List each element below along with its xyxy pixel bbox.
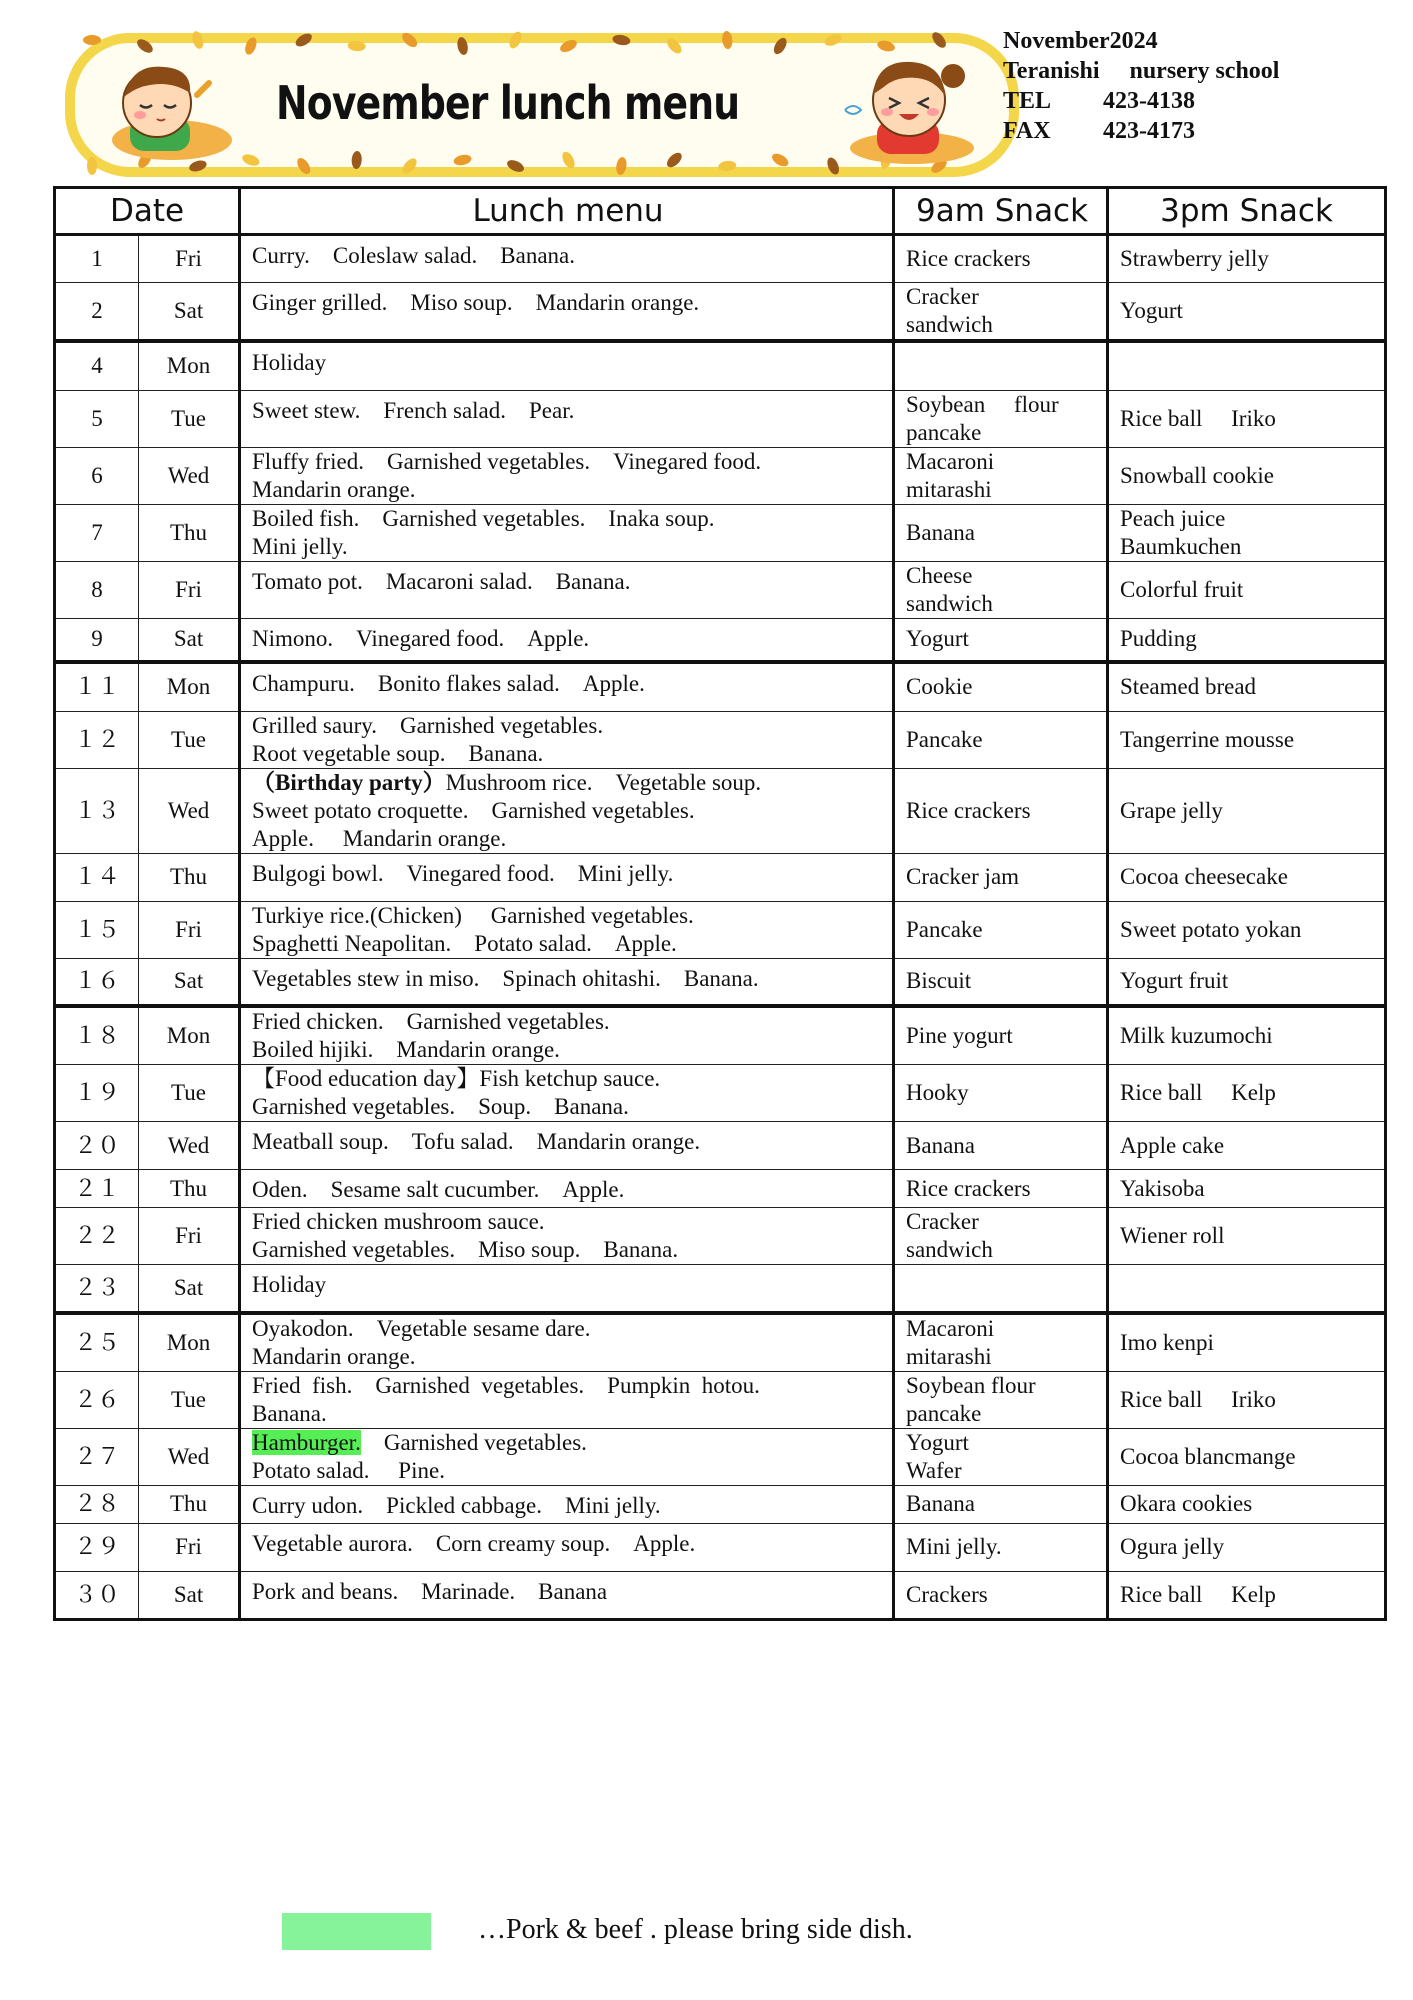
- day-number: ２７: [55, 1428, 139, 1485]
- snack-9am-cell: Banana: [894, 1122, 1108, 1170]
- weekday: Wed: [139, 447, 240, 504]
- lunch-column-header: Lunch menu: [240, 188, 894, 235]
- snack-9am-cell: Rice crackers: [894, 235, 1108, 283]
- lunch-menu-cell: [240, 901, 894, 958]
- snack-3pm-cell: Ogura jelly: [1108, 1523, 1386, 1571]
- school-name: Teranishi nursery school: [1003, 58, 1280, 84]
- table-row: [55, 853, 1386, 901]
- snack-9am-cell: Pancake: [894, 901, 1108, 958]
- lunch-text: Oyakodon. Vegetable sesame dare. Mandarin orange.: [252, 1315, 591, 1369]
- snack-9am-cell: Crackers: [894, 1571, 1108, 1619]
- table-row: [55, 958, 1386, 1006]
- snack-3pm-cell: Milk kuzumochi: [1108, 1006, 1386, 1065]
- tel-number: 423-4138: [1103, 88, 1195, 114]
- snack-9am-cell: Mini jelly.: [894, 1523, 1108, 1571]
- weekday: Fri: [139, 561, 240, 618]
- table-row: [55, 390, 1386, 447]
- table-row: [55, 1170, 1386, 1208]
- snack-3pm-cell: Rice ball Iriko: [1108, 390, 1386, 447]
- lunch-text: Meatball soup. Tofu salad. Mandarin orange.: [252, 1129, 701, 1154]
- snack-9am-cell: Yogurt Wafer: [894, 1428, 1108, 1485]
- lunch-menu-cell: [240, 1313, 894, 1372]
- day-number: １４: [55, 853, 139, 901]
- lunch-menu-cell: [240, 283, 894, 342]
- lunch-menu-cell: [240, 768, 894, 853]
- snack-9am-cell: [894, 341, 1108, 390]
- day-number: １９: [55, 1065, 139, 1122]
- table-row: [55, 561, 1386, 618]
- weekday: Thu: [139, 853, 240, 901]
- snack-3pm-cell: Strawberry jelly: [1108, 235, 1386, 283]
- lunch-text: Vegetable aurora. Corn creamy soup. Apple.: [252, 1530, 696, 1556]
- lunch-text: Mushroom rice. Vegetable soup. Sweet potato croquette. Garnished vegetables. Apple. Mandarin orange.: [252, 769, 762, 851]
- leaf-decoration: [83, 35, 101, 45]
- table-row: [55, 1313, 1386, 1372]
- snack-9am-cell: Hooky: [894, 1065, 1108, 1122]
- snack-9am-cell: Pancake: [894, 711, 1108, 768]
- snack-9am-column-header: 9am Snack: [894, 188, 1108, 235]
- snack-3pm-cell: Imo kenpi: [1108, 1313, 1386, 1372]
- snack-3pm-cell: Peach juice Baumkuchen: [1108, 504, 1386, 561]
- day-number: ２９: [55, 1523, 139, 1571]
- snack-3pm-cell: Rice ball Kelp: [1108, 1065, 1386, 1122]
- lunch-text: Curry. Coleslaw salad. Banana.: [252, 243, 576, 268]
- lunch-text: Vegetables stew in miso. Spinach ohitashi. Banana.: [252, 965, 759, 991]
- school-info: [1003, 26, 1279, 146]
- snack-9am-cell: Cheese sandwich: [894, 561, 1108, 618]
- day-number: ２２: [55, 1208, 139, 1265]
- day-number: 6: [55, 447, 139, 504]
- weekday: Sat: [139, 1571, 240, 1619]
- tel-label: TEL: [1003, 88, 1052, 114]
- lunch-text: Turkiye rice.(Chicken) Garnished vegetables. Spaghetti Neapolitan. Potato salad. Apple.: [252, 902, 694, 956]
- lunch-menu-cell: [240, 1523, 894, 1571]
- lunch-menu-cell: [240, 662, 894, 711]
- lunch-menu-cell: [240, 504, 894, 561]
- table-row: [55, 341, 1386, 390]
- table-row: [55, 901, 1386, 958]
- pork-beef-legend-swatch: [282, 1913, 431, 1950]
- snack-3pm-cell: Yakisoba: [1108, 1170, 1386, 1208]
- lunch-menu-cell: [240, 1265, 894, 1313]
- snack-3pm-cell: Sweet potato yokan: [1108, 901, 1386, 958]
- snack-3pm-cell: Steamed bread: [1108, 662, 1386, 711]
- lunch-text: Boiled fish. Garnished vegetables. Inaka soup. Mini jelly.: [252, 505, 715, 559]
- weekday: Fri: [139, 235, 240, 283]
- table-row: [55, 1122, 1386, 1170]
- fax-label: FAX: [1003, 118, 1051, 144]
- lunch-menu-cell: [240, 618, 894, 662]
- weekday: Mon: [139, 341, 240, 390]
- page-title: November lunch menu: [276, 76, 740, 130]
- weekday: Sat: [139, 958, 240, 1006]
- table-row: [55, 768, 1386, 853]
- day-number: 4: [55, 341, 139, 390]
- lunch-text: Sweet stew. French salad. Pear.: [252, 397, 575, 423]
- lunch-menu-cell: [240, 711, 894, 768]
- snack-9am-cell: Rice crackers: [894, 1170, 1108, 1208]
- table-row: [55, 662, 1386, 711]
- snack-9am-cell: Cracker jam: [894, 853, 1108, 901]
- fax-number: 423-4173: [1103, 118, 1195, 144]
- day-number: ２８: [55, 1485, 139, 1523]
- snack-3pm-cell: Rice ball Kelp: [1108, 1571, 1386, 1619]
- lunch-menu-cell: [240, 1170, 894, 1208]
- snack-9am-cell: Soybean flour pancake: [894, 1371, 1108, 1428]
- snack-3pm-cell: Cocoa blancmange: [1108, 1428, 1386, 1485]
- snack-3pm-cell: Grape jelly: [1108, 768, 1386, 853]
- table-row: [55, 1523, 1386, 1571]
- table-row: [55, 447, 1386, 504]
- snack-3pm-column-header: 3pm Snack: [1108, 188, 1386, 235]
- lunch-text: Pork and beans. Marinade. Banana: [252, 1578, 608, 1604]
- weekday: Tue: [139, 1371, 240, 1428]
- lunch-menu-cell: [240, 1122, 894, 1170]
- day-number: ２０: [55, 1122, 139, 1170]
- day-number: ２３: [55, 1265, 139, 1313]
- weekday: Tue: [139, 390, 240, 447]
- lunch-text: 【Food education day】Fish ketchup sauce. Garnished vegetables. Soup. Banana.: [252, 1066, 661, 1119]
- day-number: １６: [55, 958, 139, 1006]
- snack-3pm-cell: Okara cookies: [1108, 1485, 1386, 1523]
- snack-3pm-cell: [1108, 341, 1386, 390]
- weekday: Sat: [139, 283, 240, 342]
- lunch-text: Fried chicken mushroom sauce. Garnished vegetables. Miso soup. Banana.: [252, 1209, 679, 1262]
- lunch-text: Champuru. Bonito flakes salad. Apple.: [252, 671, 645, 696]
- sleeping-boy-illustration: [102, 55, 242, 165]
- lunch-menu-cell: [240, 1371, 894, 1428]
- snack-9am-cell: Cracker sandwich: [894, 1208, 1108, 1265]
- snack-9am-cell: Yogurt: [894, 618, 1108, 662]
- weekday: Wed: [139, 768, 240, 853]
- pork-beef-legend-text: …Pork & beef . please bring side dish.: [478, 1914, 913, 1945]
- snack-3pm-cell: Tangerrine mousse: [1108, 711, 1386, 768]
- lunch-text: Oden. Sesame salt cucumber. Apple.: [252, 1177, 625, 1202]
- weekday: Mon: [139, 662, 240, 711]
- snack-9am-cell: Biscuit: [894, 958, 1108, 1006]
- lunch-menu-cell: [240, 341, 894, 390]
- lunch-menu-table: [53, 186, 1387, 1621]
- table-row: [55, 1065, 1386, 1122]
- snack-9am-cell: Cookie: [894, 662, 1108, 711]
- snack-9am-cell: Pine yogurt: [894, 1006, 1108, 1065]
- lunch-menu-cell: [240, 1208, 894, 1265]
- day-number: ３０: [55, 1571, 139, 1619]
- weekday: Sat: [139, 1265, 240, 1313]
- snack-3pm-cell: Apple cake: [1108, 1122, 1386, 1170]
- lunch-text: Nimono. Vinegared food. Apple.: [252, 625, 590, 651]
- table-row: [55, 1428, 1386, 1485]
- weekday: Wed: [139, 1428, 240, 1485]
- table-row: [55, 283, 1386, 342]
- snack-3pm-cell: Wiener roll: [1108, 1208, 1386, 1265]
- day-number: 8: [55, 561, 139, 618]
- month-label: November2024: [1003, 28, 1158, 54]
- weekday: Mon: [139, 1313, 240, 1372]
- menu-body: [55, 235, 1386, 1620]
- lunch-menu-cell: [240, 1006, 894, 1065]
- table-row: [55, 1571, 1386, 1619]
- snack-3pm-cell: Snowball cookie: [1108, 447, 1386, 504]
- day-number: １５: [55, 901, 139, 958]
- lunch-menu-cell: [240, 235, 894, 283]
- snack-9am-cell: Macaroni mitarashi: [894, 1313, 1108, 1372]
- lunch-text: Holiday: [252, 350, 327, 375]
- lunch-text: Holiday: [252, 1272, 327, 1297]
- table-row: [55, 618, 1386, 662]
- snack-3pm-cell: Rice ball Iriko: [1108, 1371, 1386, 1428]
- lunch-text: Tomato pot. Macaroni salad. Banana.: [252, 568, 631, 594]
- table-row: [55, 711, 1386, 768]
- table-row: [55, 1208, 1386, 1265]
- day-number: 7: [55, 504, 139, 561]
- weekday: Sat: [139, 618, 240, 662]
- lunch-text: Garnished vegetables. Potato salad. Pine.: [252, 1429, 587, 1483]
- snack-9am-cell: Soybean flour pancake: [894, 390, 1108, 447]
- lunch-text: Fried fish. Garnished vegetables. Pumpkin hotou. Banana.: [252, 1372, 760, 1426]
- weekday: Fri: [139, 1523, 240, 1571]
- snack-9am-cell: Banana: [894, 504, 1108, 561]
- day-number: 5: [55, 390, 139, 447]
- snack-9am-cell: Banana: [894, 1485, 1108, 1523]
- snack-3pm-cell: Yogurt fruit: [1108, 958, 1386, 1006]
- lunch-text: Fluffy fried. Garnished vegetables. Vinegared food. Mandarin orange.: [252, 448, 762, 502]
- day-number: １２: [55, 711, 139, 768]
- lunch-menu-cell: [240, 853, 894, 901]
- lunch-text: Curry udon. Pickled cabbage. Mini jelly.: [252, 1492, 661, 1518]
- day-number: ２５: [55, 1313, 139, 1372]
- lunch-text: Ginger grilled. Miso soup. Mandarin orange.: [252, 290, 700, 315]
- table-row: [55, 1485, 1386, 1523]
- snack-3pm-cell: Colorful fruit: [1108, 561, 1386, 618]
- snack-9am-cell: [894, 1265, 1108, 1313]
- weekday: Thu: [139, 504, 240, 561]
- lunch-menu-cell: [240, 1571, 894, 1619]
- snack-9am-cell: Macaroni mitarashi: [894, 447, 1108, 504]
- snack-9am-cell: Cracker sandwich: [894, 283, 1108, 342]
- snack-9am-cell: Rice crackers: [894, 768, 1108, 853]
- weekday: Fri: [139, 901, 240, 958]
- weekday: Wed: [139, 1122, 240, 1170]
- lunch-menu-cell: [240, 561, 894, 618]
- day-number: 1: [55, 235, 139, 283]
- table-row: [55, 1371, 1386, 1428]
- day-number: １１: [55, 662, 139, 711]
- day-number: 2: [55, 283, 139, 342]
- lunch-menu-cell: [240, 1485, 894, 1523]
- day-number: １３: [55, 768, 139, 853]
- lunch-text: Grilled saury. Garnished vegetables. Root vegetable soup. Banana.: [252, 712, 604, 766]
- lunch-menu-cell: [240, 447, 894, 504]
- title-banner: [62, 30, 1022, 180]
- birthday-party-label: （Birthday party）: [252, 769, 446, 795]
- table-row: [55, 235, 1386, 283]
- day-number: ２１: [55, 1170, 139, 1208]
- lunch-menu-cell: [240, 1065, 894, 1122]
- girl-illustration: [837, 50, 987, 165]
- weekday: Mon: [139, 1006, 240, 1065]
- snack-3pm-cell: Pudding: [1108, 618, 1386, 662]
- weekday: Thu: [139, 1170, 240, 1208]
- weekday: Tue: [139, 711, 240, 768]
- weekday: Fri: [139, 1208, 240, 1265]
- weekday: Tue: [139, 1065, 240, 1122]
- day-number: １８: [55, 1006, 139, 1065]
- day-number: 9: [55, 618, 139, 662]
- lunch-menu-cell: [240, 390, 894, 447]
- lunch-text: Bulgogi bowl. Vinegared food. Mini jelly.: [252, 860, 674, 886]
- pork-beef-highlight: Hamburger.: [252, 1429, 361, 1455]
- snack-3pm-cell: Cocoa cheesecake: [1108, 853, 1386, 901]
- snack-3pm-cell: Yogurt: [1108, 283, 1386, 342]
- day-number: ２６: [55, 1371, 139, 1428]
- lunch-menu-cell: [240, 1428, 894, 1485]
- table-header-row: [55, 188, 1386, 235]
- weekday: Thu: [139, 1485, 240, 1523]
- snack-3pm-cell: [1108, 1265, 1386, 1313]
- table-row: [55, 504, 1386, 561]
- table-row: [55, 1265, 1386, 1313]
- date-column-header: Date: [55, 188, 240, 235]
- lunch-menu-cell: [240, 958, 894, 1006]
- lunch-text: Fried chicken. Garnished vegetables. Boiled hijiki. Mandarin orange.: [252, 1009, 610, 1062]
- table-row: [55, 1006, 1386, 1065]
